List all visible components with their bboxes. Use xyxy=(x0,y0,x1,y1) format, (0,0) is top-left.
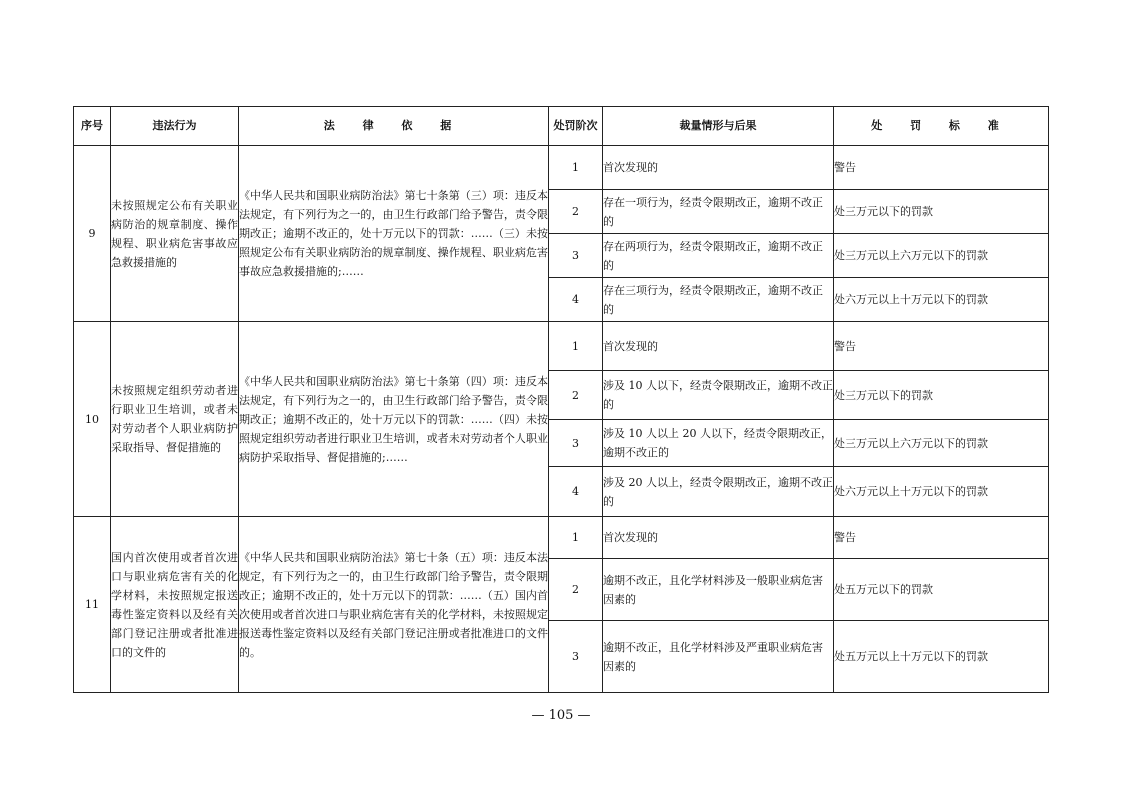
table-row xyxy=(74,322,1049,371)
level-number: 2 xyxy=(549,559,603,621)
row-seq: 10 xyxy=(74,322,111,517)
level-number: 2 xyxy=(549,190,603,234)
level-circumstance: 逾期不改正，且化学材料涉及严重职业病危害因素的 xyxy=(603,621,834,693)
level-number: 1 xyxy=(549,517,603,559)
level-number: 4 xyxy=(549,278,603,322)
row-seq: 11 xyxy=(74,517,111,693)
level-standard: 处三万元以上六万元以下的罚款 xyxy=(834,234,1049,278)
header-basis: 法 律 依 据 xyxy=(239,107,549,146)
header-standard: 处 罚 标 准 xyxy=(834,107,1049,146)
level-standard: 警告 xyxy=(834,322,1049,371)
header-count: 处罚阶次 xyxy=(549,107,603,146)
level-standard: 处六万元以上十万元以下的罚款 xyxy=(834,467,1049,517)
level-standard: 处三万元以下的罚款 xyxy=(834,190,1049,234)
row-act: 未按照规定组织劳动者进行职业卫生培训，或者未对劳动者个人职业病防护采取指导、督促措施的 xyxy=(111,322,239,517)
level-circumstance: 逾期不改正，且化学材料涉及一般职业病危害因素的 xyxy=(603,559,834,621)
level-number: 3 xyxy=(549,420,603,467)
level-number: 1 xyxy=(549,146,603,190)
level-number: 4 xyxy=(549,467,603,517)
level-standard: 处五万元以下的罚款 xyxy=(834,559,1049,621)
header-act: 违法行为 xyxy=(111,107,239,146)
level-standard: 警告 xyxy=(834,146,1049,190)
row-act: 国内首次使用或者首次进口与职业病危害有关的化学材料，未按照规定报送毒性鉴定资料以及经有关部门登记注册或者批准进口的文件的 xyxy=(111,517,239,693)
penalty-table xyxy=(73,106,1049,693)
header-row xyxy=(74,107,1049,146)
level-standard: 处六万元以上十万元以下的罚款 xyxy=(834,278,1049,322)
level-circumstance: 首次发现的 xyxy=(603,146,834,190)
level-circumstance: 首次发现的 xyxy=(603,517,834,559)
table-row xyxy=(74,517,1049,559)
page-number: — 105 — xyxy=(531,708,591,723)
row-basis: 《中华人民共和国职业病防治法》第七十条（五）项：违反本法规定，有下列行为之一的，由卫生行政部门给予警告，责令限期改正；逾期不改正的，处十万元以下的罚款：……（五）国内首次使用或者首次进口与职业病危害有关的化学材料，未按照规定报送毒性鉴定资料以及经有关部门登记注册或者批准进口的文件的。 xyxy=(239,517,549,693)
level-standard: 处五万元以上十万元以下的罚款 xyxy=(834,621,1049,693)
level-circumstance: 涉及 10 人以下，经责令限期改正，逾期不改正的 xyxy=(603,371,834,420)
level-number: 2 xyxy=(549,371,603,420)
table-row xyxy=(74,146,1049,190)
level-circumstance: 存在三项行为，经责令限期改正，逾期不改正的 xyxy=(603,278,834,322)
level-circumstance: 存在两项行为，经责令限期改正，逾期不改正的 xyxy=(603,234,834,278)
header-circumstance: 裁量情形与后果 xyxy=(603,107,834,146)
level-standard: 处三万元以上六万元以下的罚款 xyxy=(834,420,1049,467)
level-circumstance: 涉及 20 人以上，经责令限期改正，逾期不改正的 xyxy=(603,467,834,517)
row-basis: 《中华人民共和国职业病防治法》第七十条第（四）项：违反本法规定，有下列行为之一的，由卫生行政部门给予警告，责令限期改正；逾期不改正的，处十万元以下的罚款：……（四）未按照规定组织劳动者进行职业卫生培训，或者未对劳动者个人职业病防护采取指导、督促措施的;…… xyxy=(239,322,549,517)
header-seq: 序号 xyxy=(74,107,111,146)
row-act: 未按照规定公布有关职业病防治的规章制度、操作规程、职业病危害事故应急救援措施的 xyxy=(111,146,239,322)
level-standard: 处三万元以下的罚款 xyxy=(834,371,1049,420)
level-circumstance: 首次发现的 xyxy=(603,322,834,371)
row-basis: 《中华人民共和国职业病防治法》第七十条第（三）项：违反本法规定，有下列行为之一的，由卫生行政部门给予警告，责令限期改正；逾期不改正的，处十万元以下的罚款：……（三）未按照规定公布有关职业病防治的规章制度、操作规程、职业病危害事故应急救援措施的;…… xyxy=(239,146,549,322)
level-standard: 警告 xyxy=(834,517,1049,559)
row-seq: 9 xyxy=(74,146,111,322)
level-number: 1 xyxy=(549,322,603,371)
level-circumstance: 涉及 10 人以上 20 人以下，经责令限期改正，逾期不改正的 xyxy=(603,420,834,467)
level-number: 3 xyxy=(549,621,603,693)
level-circumstance: 存在一项行为，经责令限期改正，逾期不改正的 xyxy=(603,190,834,234)
level-number: 3 xyxy=(549,234,603,278)
